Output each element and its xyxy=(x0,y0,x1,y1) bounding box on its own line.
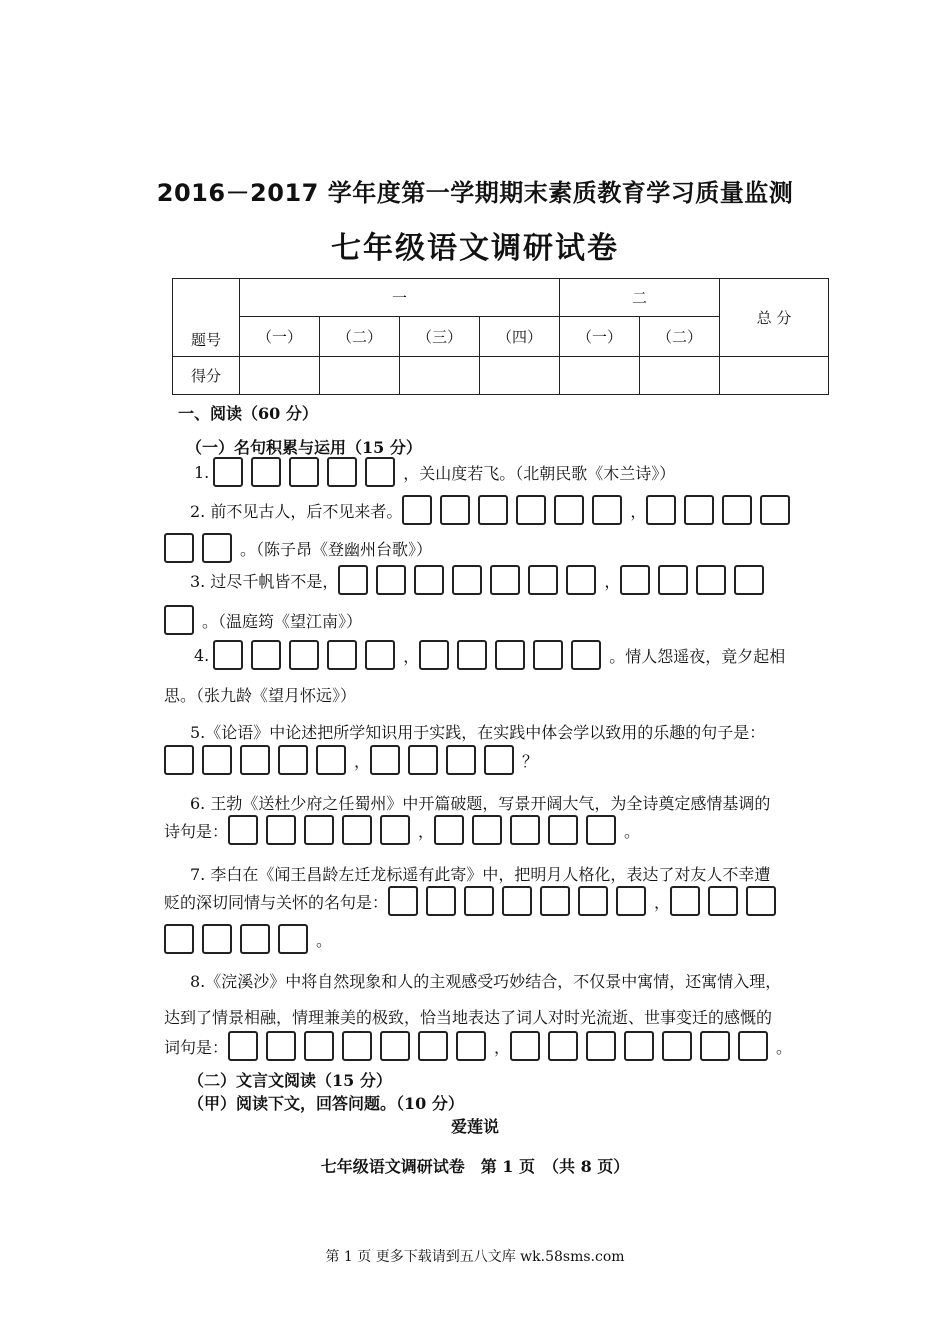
question-1 xyxy=(190,457,675,487)
answer-box[interactable] xyxy=(251,640,281,670)
q3-text: 3. 过尽千帆皆不是， xyxy=(190,571,339,591)
answer-box[interactable] xyxy=(365,640,395,670)
answer-box[interactable] xyxy=(278,745,308,775)
question-7-answers xyxy=(164,886,784,916)
answer-box[interactable] xyxy=(528,565,558,595)
group-header-1: 一 xyxy=(240,279,560,317)
q5-end: ？ xyxy=(522,751,539,771)
q6-sep: ， xyxy=(418,821,435,841)
answer-box[interactable] xyxy=(658,565,688,595)
answer-box[interactable] xyxy=(456,1031,486,1061)
answer-box[interactable] xyxy=(251,457,281,487)
answer-box[interactable] xyxy=(202,924,232,954)
answer-box[interactable] xyxy=(289,457,319,487)
score-cell[interactable] xyxy=(400,357,480,395)
answer-box[interactable] xyxy=(516,495,546,525)
sub-header: （一） xyxy=(560,317,640,357)
answer-box[interactable] xyxy=(402,495,432,525)
q4-text: 。情人怨遥夜，竟夕起相 xyxy=(609,646,786,666)
answer-box[interactable] xyxy=(213,640,243,670)
score-table xyxy=(172,278,829,395)
answer-box[interactable] xyxy=(240,745,270,775)
answer-box[interactable] xyxy=(696,565,726,595)
question-8-answers xyxy=(164,1031,792,1061)
q2-sep: ， xyxy=(630,501,647,521)
answer-box[interactable] xyxy=(278,924,308,954)
q7-text: 7. 李白在《闻王昌龄左迁龙标遥有此寄》中，把明月人格化，表达了对友人不幸遭 xyxy=(190,865,771,884)
q7-prefix: 贬的深切同情与关怀的名句是： xyxy=(164,892,389,912)
question-3 xyxy=(190,565,772,595)
answer-box[interactable] xyxy=(510,1031,540,1061)
section-classical-a: （甲）阅读下文，回答问题。（10 分） xyxy=(188,1094,464,1113)
answer-box[interactable] xyxy=(266,1031,296,1061)
answer-box[interactable] xyxy=(700,1031,730,1061)
question-2-cont xyxy=(164,533,432,563)
answer-box[interactable] xyxy=(478,495,508,525)
q3-source: 。（温庭筠《望江南》） xyxy=(202,611,363,631)
exam-title: 2016－2017 学年度第一学期期末素质教育学习质量监测 xyxy=(156,179,794,207)
answer-box[interactable] xyxy=(164,745,194,775)
sub-header: （四） xyxy=(480,317,560,357)
answer-box[interactable] xyxy=(304,1031,334,1061)
answer-box[interactable] xyxy=(304,815,334,845)
q4-number: 4. xyxy=(194,645,210,665)
q7-sep: ， xyxy=(654,892,671,912)
q8-text-2: 达到了情景相融，情理兼美的极致，恰当地表达了词人对时光流逝、世事变迁的感慨的 xyxy=(164,1008,773,1027)
exam-subtitle: 七年级语文调研试卷 xyxy=(331,231,619,266)
answer-box[interactable] xyxy=(586,1031,616,1061)
question-3-cont xyxy=(164,605,362,635)
answer-box[interactable] xyxy=(342,1031,372,1061)
answer-box[interactable] xyxy=(722,495,752,525)
sub-header: （三） xyxy=(400,317,480,357)
q2-source: 。（陈子昂《登幽州台歌》） xyxy=(240,539,433,559)
q6-end: 。 xyxy=(624,821,641,841)
answer-box[interactable] xyxy=(464,886,494,916)
answer-box[interactable] xyxy=(365,457,395,487)
score-cell[interactable] xyxy=(560,357,640,395)
answer-box[interactable] xyxy=(370,745,400,775)
answer-box[interactable] xyxy=(440,495,470,525)
answer-box[interactable] xyxy=(624,1031,654,1061)
q1-text: ，关山度若飞。（北朝民歌《木兰诗》） xyxy=(403,463,676,483)
answer-box[interactable] xyxy=(472,815,502,845)
answer-box[interactable] xyxy=(418,1031,448,1061)
answer-box[interactable] xyxy=(592,495,622,525)
answer-box[interactable] xyxy=(342,815,372,845)
group-header-2: 二 xyxy=(560,279,720,317)
answer-box[interactable] xyxy=(446,745,476,775)
answer-box[interactable] xyxy=(327,457,357,487)
score-cell[interactable] xyxy=(480,357,560,395)
answer-box[interactable] xyxy=(484,745,514,775)
answer-box[interactable] xyxy=(380,815,410,845)
sub-header: （一） xyxy=(240,317,320,357)
answer-box[interactable] xyxy=(548,815,578,845)
page-footer: 七年级语文调研试卷 第 1 页 （共 8 页） xyxy=(320,1157,630,1176)
answer-box[interactable] xyxy=(746,886,776,916)
answer-box[interactable] xyxy=(586,815,616,845)
answer-box[interactable] xyxy=(164,605,194,635)
answer-box[interactable] xyxy=(760,495,790,525)
section-classical: （二）文言文阅读（15 分） xyxy=(188,1071,392,1090)
answer-box[interactable] xyxy=(228,815,258,845)
answer-box[interactable] xyxy=(533,640,563,670)
question-4 xyxy=(190,640,785,670)
question-5-answers xyxy=(164,745,538,775)
answer-box[interactable] xyxy=(734,565,764,595)
answer-box[interactable] xyxy=(646,495,676,525)
answer-box[interactable] xyxy=(266,815,296,845)
answer-box[interactable] xyxy=(616,886,646,916)
question-6-answers xyxy=(164,815,640,845)
question-7-cont xyxy=(164,924,332,954)
q7-end: 。 xyxy=(316,930,333,950)
sub-header: （二） xyxy=(640,317,720,357)
answer-box[interactable] xyxy=(548,1031,578,1061)
download-note: 第 1 页 更多下载请到五八文库 wk.58sms.com xyxy=(325,1249,625,1265)
q5-text: 5.《论语》中论述把所学知识用于实践，在实践中体会学以致用的乐趣的句子是： xyxy=(190,723,766,742)
score-cell[interactable] xyxy=(240,357,320,395)
answer-box[interactable] xyxy=(554,495,584,525)
answer-box[interactable] xyxy=(502,886,532,916)
answer-box[interactable] xyxy=(164,533,194,563)
passage-title: 爱莲说 xyxy=(450,1117,499,1136)
answer-box[interactable] xyxy=(452,565,482,595)
answer-box[interactable] xyxy=(578,886,608,916)
q3-sep: ， xyxy=(604,571,621,591)
q8-text: 8.《浣溪沙》中将自然现象和人的主观感受巧妙结合，不仅景中寓情，还寓情入理， xyxy=(190,972,782,991)
answer-box[interactable] xyxy=(457,640,487,670)
answer-box[interactable] xyxy=(380,1031,410,1061)
answer-box[interactable] xyxy=(670,886,700,916)
section-reading: 一、阅读（60 分） xyxy=(178,404,318,423)
answer-box[interactable] xyxy=(620,565,650,595)
answer-box[interactable] xyxy=(490,565,520,595)
answer-box[interactable] xyxy=(164,924,194,954)
answer-box[interactable] xyxy=(289,640,319,670)
answer-box[interactable] xyxy=(202,745,232,775)
section-quotes: （一）名句积累与运用（15 分） xyxy=(186,438,422,457)
answer-box[interactable] xyxy=(419,640,449,670)
question-2 xyxy=(190,495,798,525)
answer-box[interactable] xyxy=(738,1031,768,1061)
answer-box[interactable] xyxy=(376,565,406,595)
answer-box[interactable] xyxy=(388,886,418,916)
answer-box[interactable] xyxy=(662,1031,692,1061)
q4-source: 思。（张九龄《望月怀远》） xyxy=(164,686,357,705)
q8-prefix: 词句是： xyxy=(164,1037,229,1057)
answer-box[interactable] xyxy=(414,565,444,595)
answer-box[interactable] xyxy=(571,640,601,670)
q4-sep: ， xyxy=(403,646,420,666)
q6-text: 6. 王勃《送杜少府之任蜀州》中开篇破题，写景开阔大气，为全诗奠定感情基调的 xyxy=(190,794,771,813)
q8-sep: ， xyxy=(494,1037,511,1057)
answer-box[interactable] xyxy=(510,815,540,845)
answer-box[interactable] xyxy=(213,457,243,487)
answer-box[interactable] xyxy=(566,565,596,595)
answer-box[interactable] xyxy=(327,640,357,670)
q1-number: 1. xyxy=(194,462,210,482)
total-score-cell[interactable] xyxy=(720,357,829,395)
answer-box[interactable] xyxy=(316,745,346,775)
answer-box[interactable] xyxy=(684,495,714,525)
q8-end: 。 xyxy=(776,1037,793,1057)
answer-box[interactable] xyxy=(408,745,438,775)
answer-box[interactable] xyxy=(240,924,270,954)
answer-box[interactable] xyxy=(540,886,570,916)
total-header: 总 分 xyxy=(720,279,829,357)
answer-box[interactable] xyxy=(495,640,525,670)
q5-sep: ， xyxy=(354,751,371,771)
q2-text: 2. 前不见古人，后不见来者。 xyxy=(190,501,403,521)
answer-box[interactable] xyxy=(202,533,232,563)
answer-box[interactable] xyxy=(228,1031,258,1061)
row-label-question: 题号 xyxy=(173,279,240,357)
answer-box[interactable] xyxy=(426,886,456,916)
answer-box[interactable] xyxy=(708,886,738,916)
answer-box[interactable] xyxy=(434,815,464,845)
answer-box[interactable] xyxy=(338,565,368,595)
score-cell[interactable] xyxy=(320,357,400,395)
row-label-score: 得分 xyxy=(173,357,240,395)
score-cell[interactable] xyxy=(640,357,720,395)
q6-prefix: 诗句是： xyxy=(164,821,229,841)
sub-header: （二） xyxy=(320,317,400,357)
